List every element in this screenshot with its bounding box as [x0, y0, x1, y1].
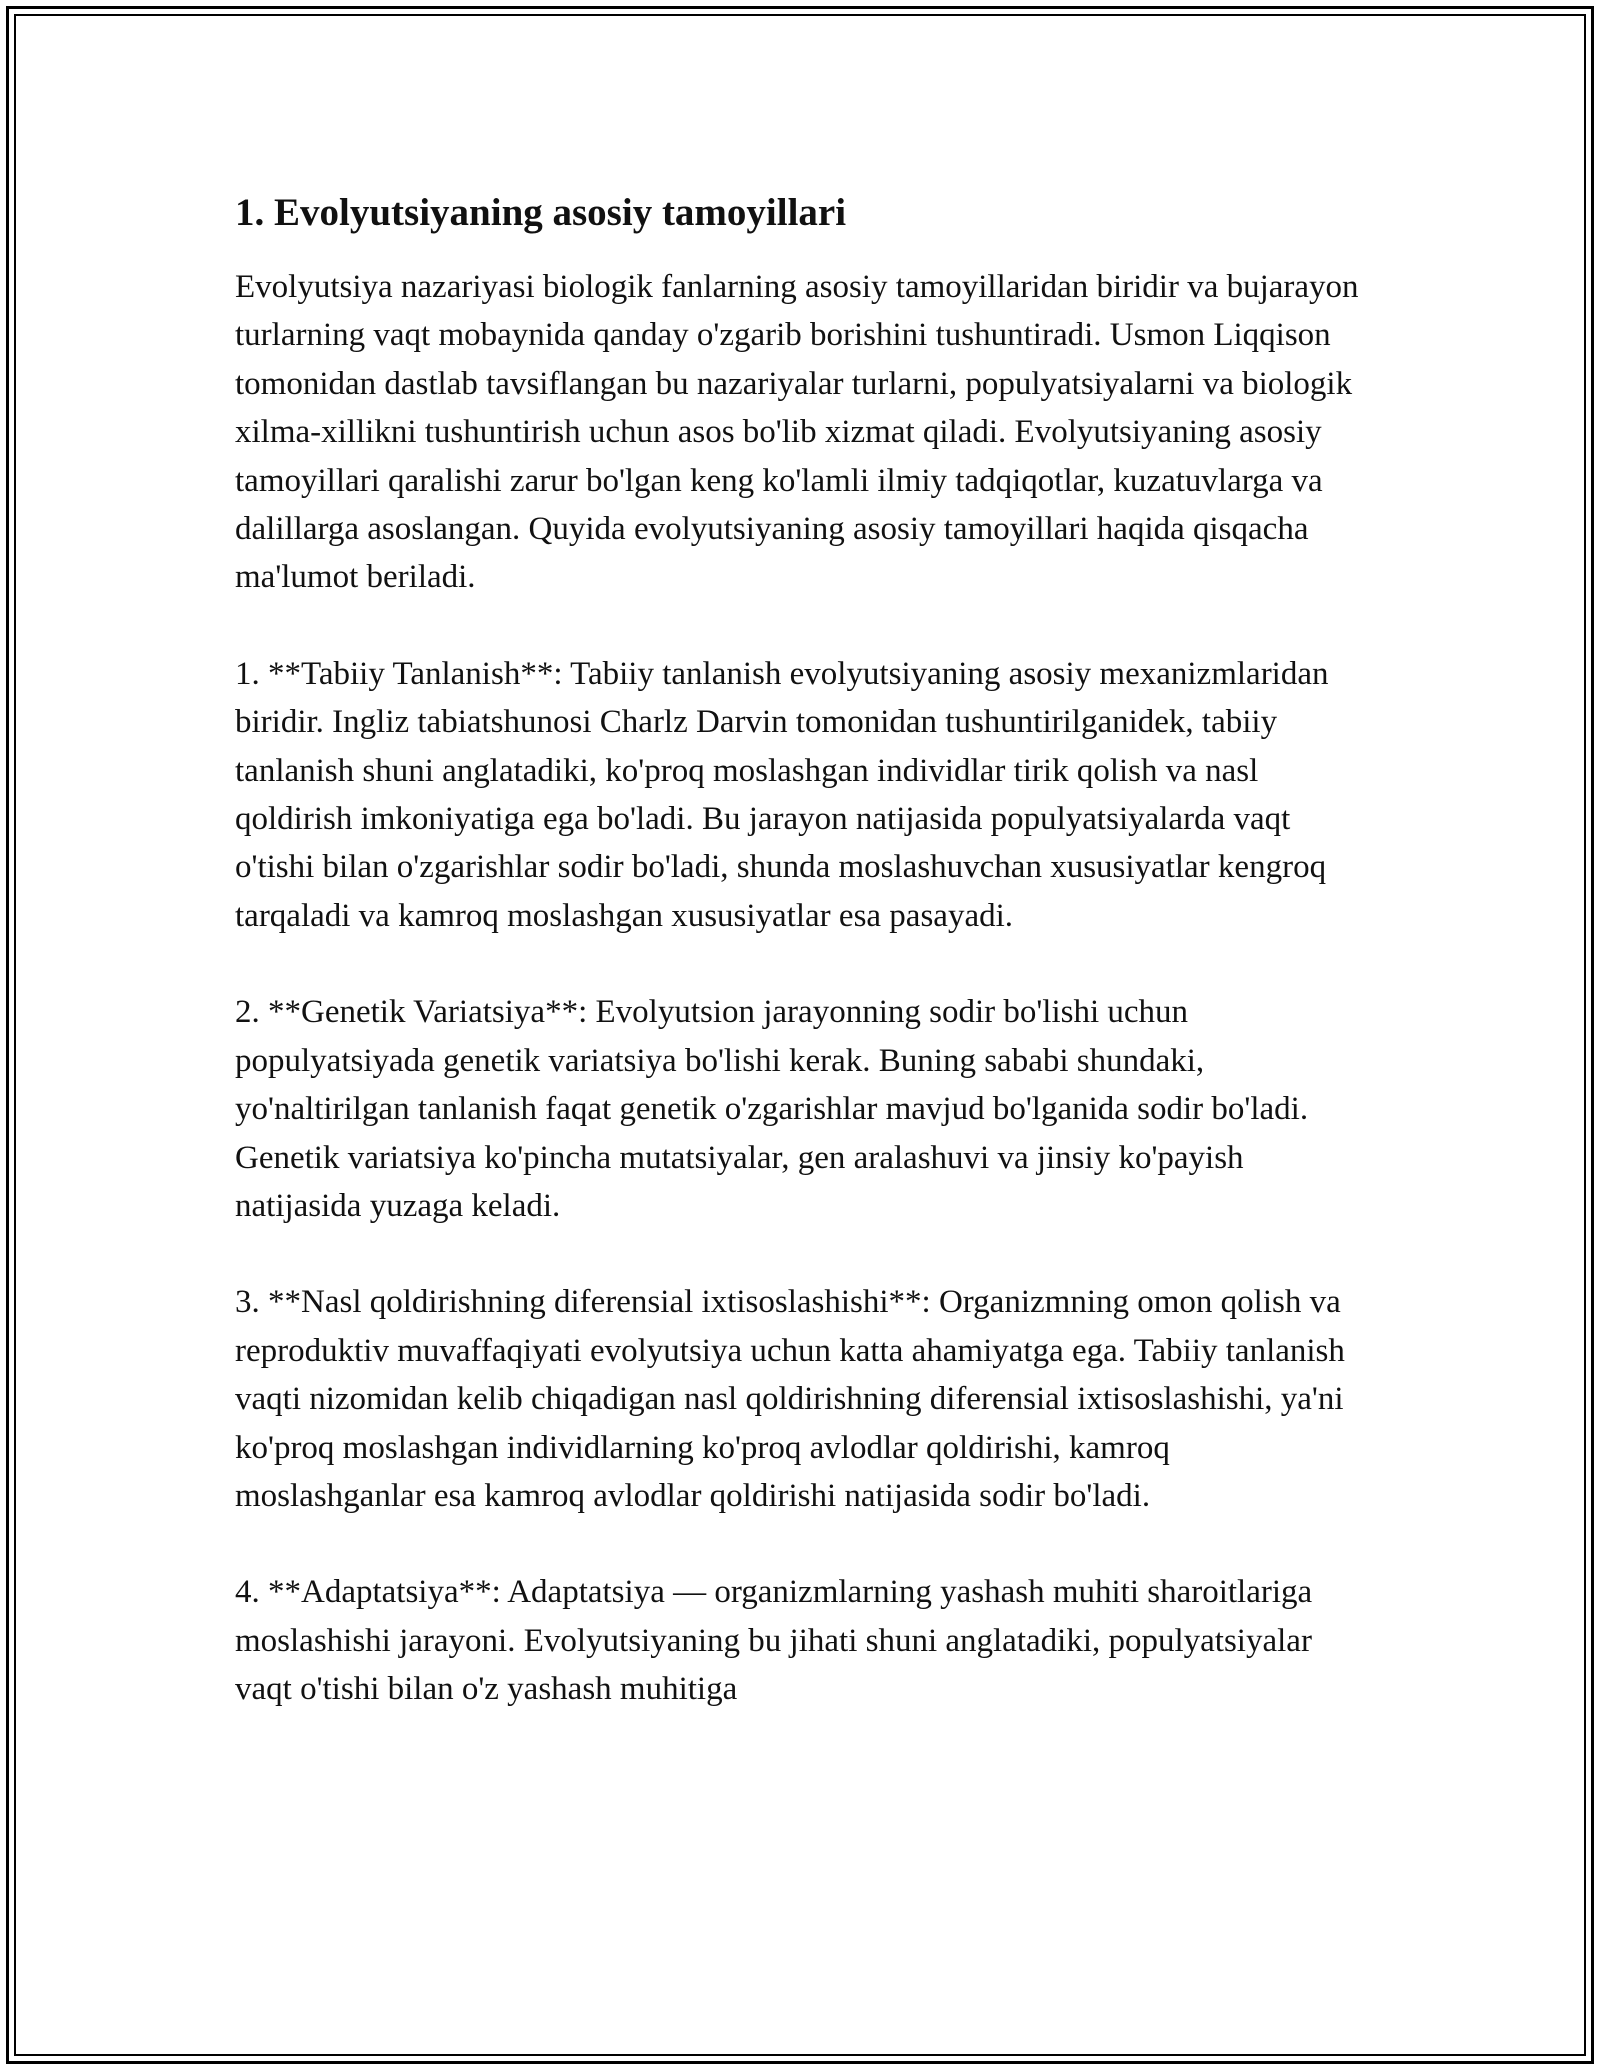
paragraph-genetic-variation: 2. **Genetik Variatsiya**: Evolyutsion jarayonning sodir bo'lishi uchun populyatsiyada genetik variatsiya bo'lishi kerak. Buning sababi shundaki, yo'naltirilgan tanlanish faqat genetik o'zgarishlar mavjud bo'lganida sodir bo'ladi. Genetik variatsiya ko'pincha mutatsiyalar, gen aralashuvi va jinsiy ko'payish natijasida yuzaga keladi. [235, 994, 1309, 1224]
paragraph-differential-reproduction: 3. **Nasl qoldirishning diferensial ixtisoslashishi**: Organizmning omon qolish va reproduktiv muvaffaqiyati evolyutsiya uchun katta ahamiyatga ega. Tabiiy tanlanish vaqti nizomidan kelib chiqadigan nasl qoldirishning diferensial ixtisoslashishi, ya'ni ko'proq moslashgan individlarning ko'proq avlodlar qoldirishi, kamroq moslashganlar esa kamroq avlodlar qoldirishi natijasida sodir bo'ladi. [235, 1284, 1345, 1514]
document-body [235, 185, 1365, 1714]
paragraph-intro: Evolyutsiya nazariyasi biologik fanlarning asosiy tamoyillaridan biridir va bujarayon turlarning vaqt mobaynida qanday o'zgarib borishini tushuntiradi. Usmon Liqqison tomonidan dastlab tavsiflangan bu nazariyalar turlarni, populyatsiyalarni va biologik xilma-xillikni tushuntirish uchun asos bo'lib xizmat qiladi. Evolyutsiyaning asosiy tamoyillari qaralishi zarur bo'lgan keng ko'lamli ilmiy tadqiqotlar, kuzatuvlarga va dalillarga asoslangan. Quyida evolyutsiyaning asosiy tamoyillari haqida qisqacha ma'lumot beriladi. [235, 269, 1359, 596]
section-title: 1. Evolyutsiyaning asosiy tamoyillari [235, 191, 847, 234]
paragraph-natural-selection: 1. **Tabiiy Tanlanish**: Tabiiy tanlanish evolyutsiyaning asosiy mexanizmlaridan biridir. Ingliz tabiatshunosi Charlz Darvin tomonidan tushuntirilganidek, tabiiy tanlanish shuni anglatadiki, ko'proq moslashgan individlar tirik qolish va nasl qoldirish imkoniyatiga ega bo'ladi. Bu jarayon natijasida populyatsiyalarda vaqt o'tishi bilan o'zgarishlar sodir bo'ladi, shunda moslashuvchan xususiyatlar kengroq tarqaladi va kamroq moslashgan xususiyatlar esa pasayadi. [235, 655, 1329, 934]
paragraph-adaptation: 4. **Adaptatsiya**: Adaptatsiya — organizmlarning yashash muhiti sharoitlariga moslashishi jarayoni. Evolyutsiyaning bu jihati shuni anglatadiki, populyatsiyalar vaqt o'tishi bilan o'z yashash muhitiga [235, 1574, 1313, 1708]
